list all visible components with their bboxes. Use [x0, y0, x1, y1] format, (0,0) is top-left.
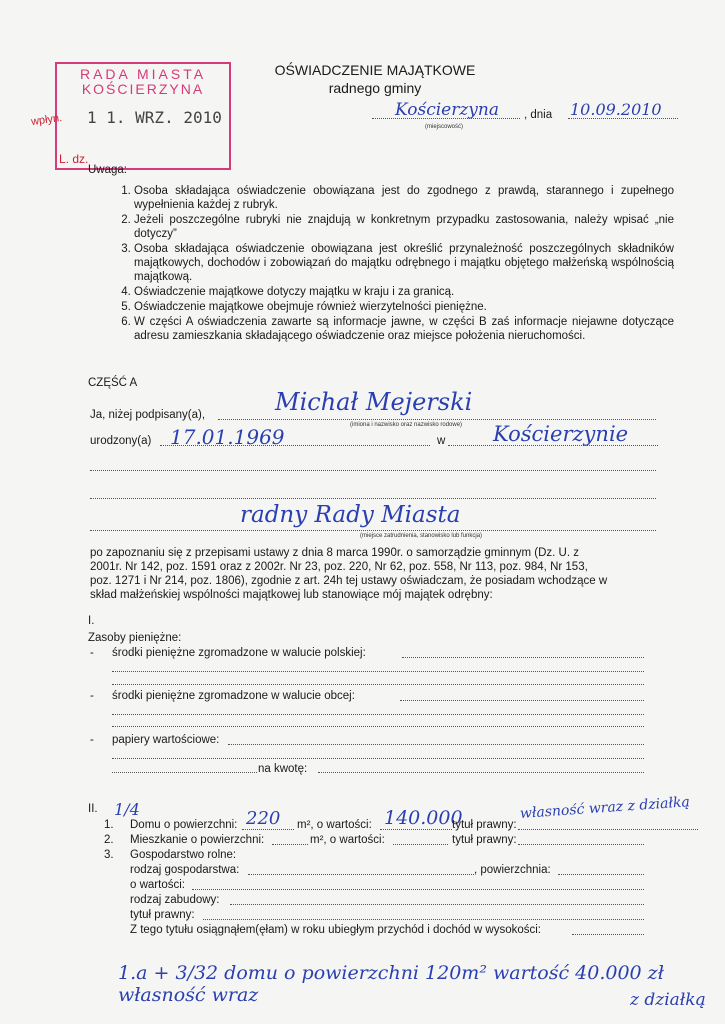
born-place: Kościerzynie — [493, 422, 629, 446]
foreign-funds-label: środki pieniężne zgromadzone w walucie obcej: — [112, 690, 355, 702]
house-title-label: tytuł prawny: — [452, 819, 517, 831]
statement-line: 2001r. Nr 142, poz. 1591 oraz z 2002r. Nr 23, poz. 220, Nr 62, poz. 558, Nr 113, poz. 984, Nr 153, — [90, 561, 588, 573]
farm-buildings-label: rodzaj zabudowy: — [130, 894, 220, 906]
house-unit: m², o wartości: — [297, 819, 372, 831]
place-value: Kościerzyna — [395, 100, 499, 120]
name-value: Michał Mejerski — [275, 388, 473, 416]
securities-label: papiery wartościowe: — [112, 734, 220, 746]
flat-unit: m², o wartości: — [310, 834, 385, 846]
registration-stamp — [30, 62, 231, 170]
stamp-received-label: wpłyn. — [30, 111, 63, 129]
farm-income-label: Z tego tytułu osiągnąłem(ęłam) w roku ubiegłym przychód i dochód w wysokości: — [130, 924, 541, 936]
house-number: 1. — [104, 819, 114, 831]
section-1-numeral: I. — [88, 615, 95, 627]
born-in-label: w — [437, 435, 446, 447]
farm-area-label: , powierzchnia: — [474, 864, 551, 876]
note-item: 5. Oświadczenie majątkowe obejmuje również wierzytelności pieniężne. — [134, 300, 674, 314]
part-a-heading: CZĘŚĆ A — [88, 377, 138, 389]
date-label: , dnia — [524, 109, 553, 121]
note-item: 6. W części A oświadczenia zawarte są informacje jawne, w części B zaś informacje niejawne dotyczące adresu zamieszkania składającego oświadczenie oraz miejsce położenia nieruchomości. — [134, 315, 674, 343]
house-label: Domu o powierzchni: — [130, 819, 238, 831]
date-value: 10.09.2010 — [570, 100, 662, 119]
flat-label: Mieszkanie o powierzchni: — [130, 834, 265, 846]
house-area: 220 — [246, 808, 281, 829]
name-label: Ja, niżej podpisany(a), — [90, 409, 206, 421]
note-item: 1. Osoba składająca oświadczenie obowiązana jest do zgodnego z prawdą, starannego i zupełnego wypełnienia każdej z rubryk. — [134, 184, 674, 212]
house-share: 1/4 — [114, 800, 140, 819]
farm-value-label: o wartości: — [130, 879, 185, 891]
flat-number: 2. — [104, 834, 114, 846]
farm-number: 3. — [104, 849, 114, 861]
page-subtitle: radnego gminy — [328, 80, 422, 96]
house-title-value: własność wraz z działką — [519, 794, 691, 822]
section-2-numeral: II. — [88, 803, 98, 815]
born-label: urodzony(a) — [90, 435, 152, 447]
statement-line: po zapoznaniu się z przepisami ustawy z dnia 8 marca 1990r. o samorządzie gminnym (Dz. U. z — [90, 547, 579, 559]
handwritten-note-line1: 1.a + 3/32 domu o powierzchni 120m² wartość 40.000 zł własność wraz — [118, 962, 664, 1006]
position-value: radny Rady Miasta — [240, 502, 461, 528]
place-caption: (miejscowość) — [425, 124, 464, 130]
stamp-date: 1 1. WRZ. 2010 — [87, 108, 222, 127]
farm-title-label: tytuł prawny: — [130, 909, 195, 921]
notes-heading: Uwaga: — [88, 164, 127, 176]
statement-line: skład małżeńskiej wspólności majątkowej lub stanowiące mój majątek odrębny: — [90, 589, 493, 601]
statement-line: poz. 1271 i Nr 214, poz. 1806), zgodnie z art. 24h tej ustawy oświadczam, że posiadam wchodzące w — [90, 575, 608, 587]
page-title: OŚWIADCZENIE MAJĄTKOWE — [274, 62, 476, 78]
name-caption: (imiona i nazwisko oraz nazwisko rodowe) — [350, 422, 463, 428]
position-caption: (miejsce zatrudnienia, stanowisko lub funkcja) — [360, 533, 483, 539]
stamp-line2: KOŚCIERZYNA — [81, 81, 205, 97]
house-value: 140.000 — [384, 807, 463, 829]
born-date: 17.01.1969 — [170, 425, 285, 449]
note-item: 2. Jeżeli poszczególne rubryki nie znajdują w konkretnym przypadku zastosowania, należy wpisać „nie dotyczy” — [134, 213, 674, 241]
pln-funds-label: środki pieniężne zgromadzone w walucie polskiej: — [112, 647, 366, 659]
note-item: 3. Osoba składająca oświadczenie obowiązana jest określić przynależność poszczególnych składników majątkowych, dochodów i zobowiązań do majątku odrębnego i majątku objętego małżeńską wspólnością majątkową. — [134, 242, 674, 284]
stamp-line1: RADA MIASTA — [79, 66, 207, 82]
notes-list — [110, 184, 674, 344]
handwritten-note-line2: z działką — [630, 990, 706, 1010]
section-1-heading: Zasoby pieniężne: — [88, 632, 182, 644]
farm-type-label: rodzaj gospodarstwa: — [130, 864, 240, 876]
note-item: 4. Oświadczenie majątkowe dotyczy majątku w kraju i za granicą. — [134, 285, 674, 299]
farm-label: Gospodarstwo rolne: — [130, 849, 237, 861]
stamp-ld-label: L. dz. — [59, 152, 89, 166]
amount-label: na kwotę: — [258, 763, 308, 775]
flat-title-label: tytuł prawny: — [452, 834, 517, 846]
